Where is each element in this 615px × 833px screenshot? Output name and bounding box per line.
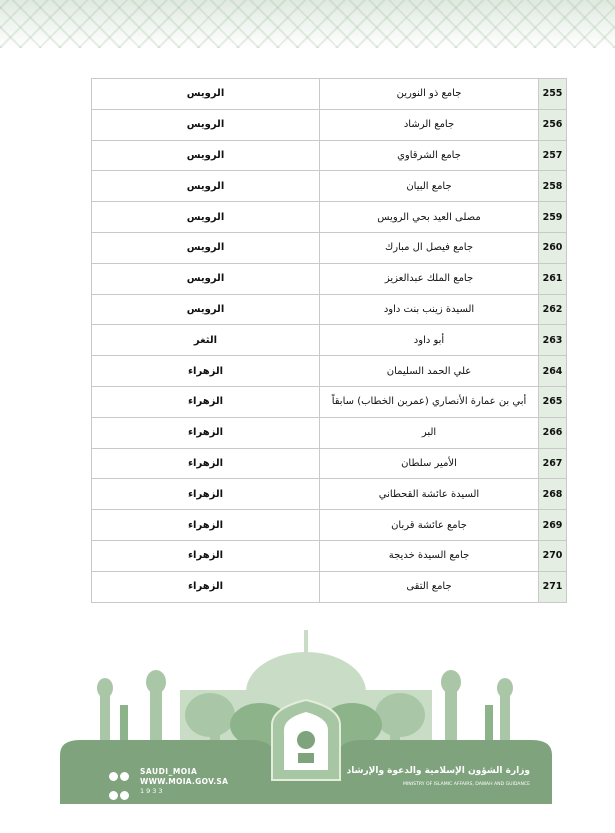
social-icons xyxy=(108,767,134,805)
table-row xyxy=(92,386,567,417)
table-row xyxy=(92,294,567,325)
row-number: 264 xyxy=(539,356,567,387)
mosque-name: السيدة عائشة القحطاني xyxy=(320,479,539,510)
table-row xyxy=(92,140,567,171)
row-number: 259 xyxy=(539,202,567,233)
contact-number: 1933 xyxy=(140,787,165,795)
facebook-icon[interactable] xyxy=(120,791,129,800)
table-row xyxy=(92,571,567,602)
district-name: الرويس xyxy=(92,294,320,325)
table-row xyxy=(92,79,567,110)
district-name: الزهراء xyxy=(92,417,320,448)
district-name: الرويس xyxy=(92,140,320,171)
row-number: 271 xyxy=(539,571,567,602)
twitter-icon[interactable] xyxy=(109,772,118,781)
district-name: الزهراء xyxy=(92,540,320,571)
row-number: 258 xyxy=(539,171,567,202)
mosque-name: البر xyxy=(320,417,539,448)
mosque-name: أبي بن عمارة الأنصاري (عمربن الخطاب) سابقاً xyxy=(320,386,539,417)
row-number: 269 xyxy=(539,510,567,541)
mosque-name: جامع السيدة خديجة xyxy=(320,540,539,571)
district-name: الرويس xyxy=(92,109,320,140)
table-row xyxy=(92,417,567,448)
row-number: 263 xyxy=(539,325,567,356)
table-row xyxy=(92,510,567,541)
website-link[interactable]: WWW.MOIA.GOV.SA xyxy=(140,777,229,786)
mosque-name: جامع فيصل ال مبارك xyxy=(320,232,539,263)
header-pattern xyxy=(0,0,615,48)
mosque-name: أبو داود xyxy=(320,325,539,356)
district-name: الرويس xyxy=(92,202,320,233)
district-name: الزهراء xyxy=(92,386,320,417)
row-number: 270 xyxy=(539,540,567,571)
district-name: الرويس xyxy=(92,79,320,110)
mosque-name: جامع البيان xyxy=(320,171,539,202)
row-number: 257 xyxy=(539,140,567,171)
district-name: الزهراء xyxy=(92,479,320,510)
youtube-icon[interactable] xyxy=(120,772,129,781)
mosque-name: السيدة زينب بنت داود xyxy=(320,294,539,325)
table-row xyxy=(92,202,567,233)
row-number: 266 xyxy=(539,417,567,448)
row-number: 255 xyxy=(539,79,567,110)
district-name: الرويس xyxy=(92,171,320,202)
table-row xyxy=(92,448,567,479)
row-number: 265 xyxy=(539,386,567,417)
district-name: الرويس xyxy=(92,232,320,263)
mosque-name: الأمير سلطان xyxy=(320,448,539,479)
mosque-name: جامع الرشاد xyxy=(320,109,539,140)
district-name: الزهراء xyxy=(92,571,320,602)
mosque-name: جامع التقى xyxy=(320,571,539,602)
district-name: الرويس xyxy=(92,263,320,294)
table-row xyxy=(92,232,567,263)
row-number: 260 xyxy=(539,232,567,263)
mosque-table xyxy=(91,78,563,603)
row-number: 261 xyxy=(539,263,567,294)
table-row xyxy=(92,109,567,140)
district-name: الزهراء xyxy=(92,448,320,479)
ministry-name-ar: وزارة الشؤون الإسلامية والدعوة والإرشاد xyxy=(346,766,530,776)
table-row xyxy=(92,479,567,510)
row-number: 267 xyxy=(539,448,567,479)
row-number: 256 xyxy=(539,109,567,140)
table-row xyxy=(92,540,567,571)
table-row xyxy=(92,263,567,294)
ministry-name-en: MINISTRY OF ISLAMIC AFFAIRS, DAWAH AND GUIDANCE xyxy=(402,782,530,787)
row-number: 268 xyxy=(539,479,567,510)
mosque-name: جامع ذو النورين xyxy=(320,79,539,110)
mosque-name: جامع عائشة قربان xyxy=(320,510,539,541)
footer-banner xyxy=(60,630,552,804)
district-name: الثغر xyxy=(92,325,320,356)
district-name: الزهراء xyxy=(92,356,320,387)
social-handle: SAUDI_MOIA xyxy=(140,767,198,776)
table-row xyxy=(92,356,567,387)
instagram-icon[interactable] xyxy=(109,791,118,800)
mosque-name: جامع الملك عبدالعزيز xyxy=(320,263,539,294)
district-name: الزهراء xyxy=(92,510,320,541)
mosque-name: مصلى العيد بحي الرويس xyxy=(320,202,539,233)
mosque-name: جامع الشرقاوي xyxy=(320,140,539,171)
table-row xyxy=(92,171,567,202)
row-number: 262 xyxy=(539,294,567,325)
mosque-name: علي الحمد السليمان xyxy=(320,356,539,387)
table-row xyxy=(92,325,567,356)
